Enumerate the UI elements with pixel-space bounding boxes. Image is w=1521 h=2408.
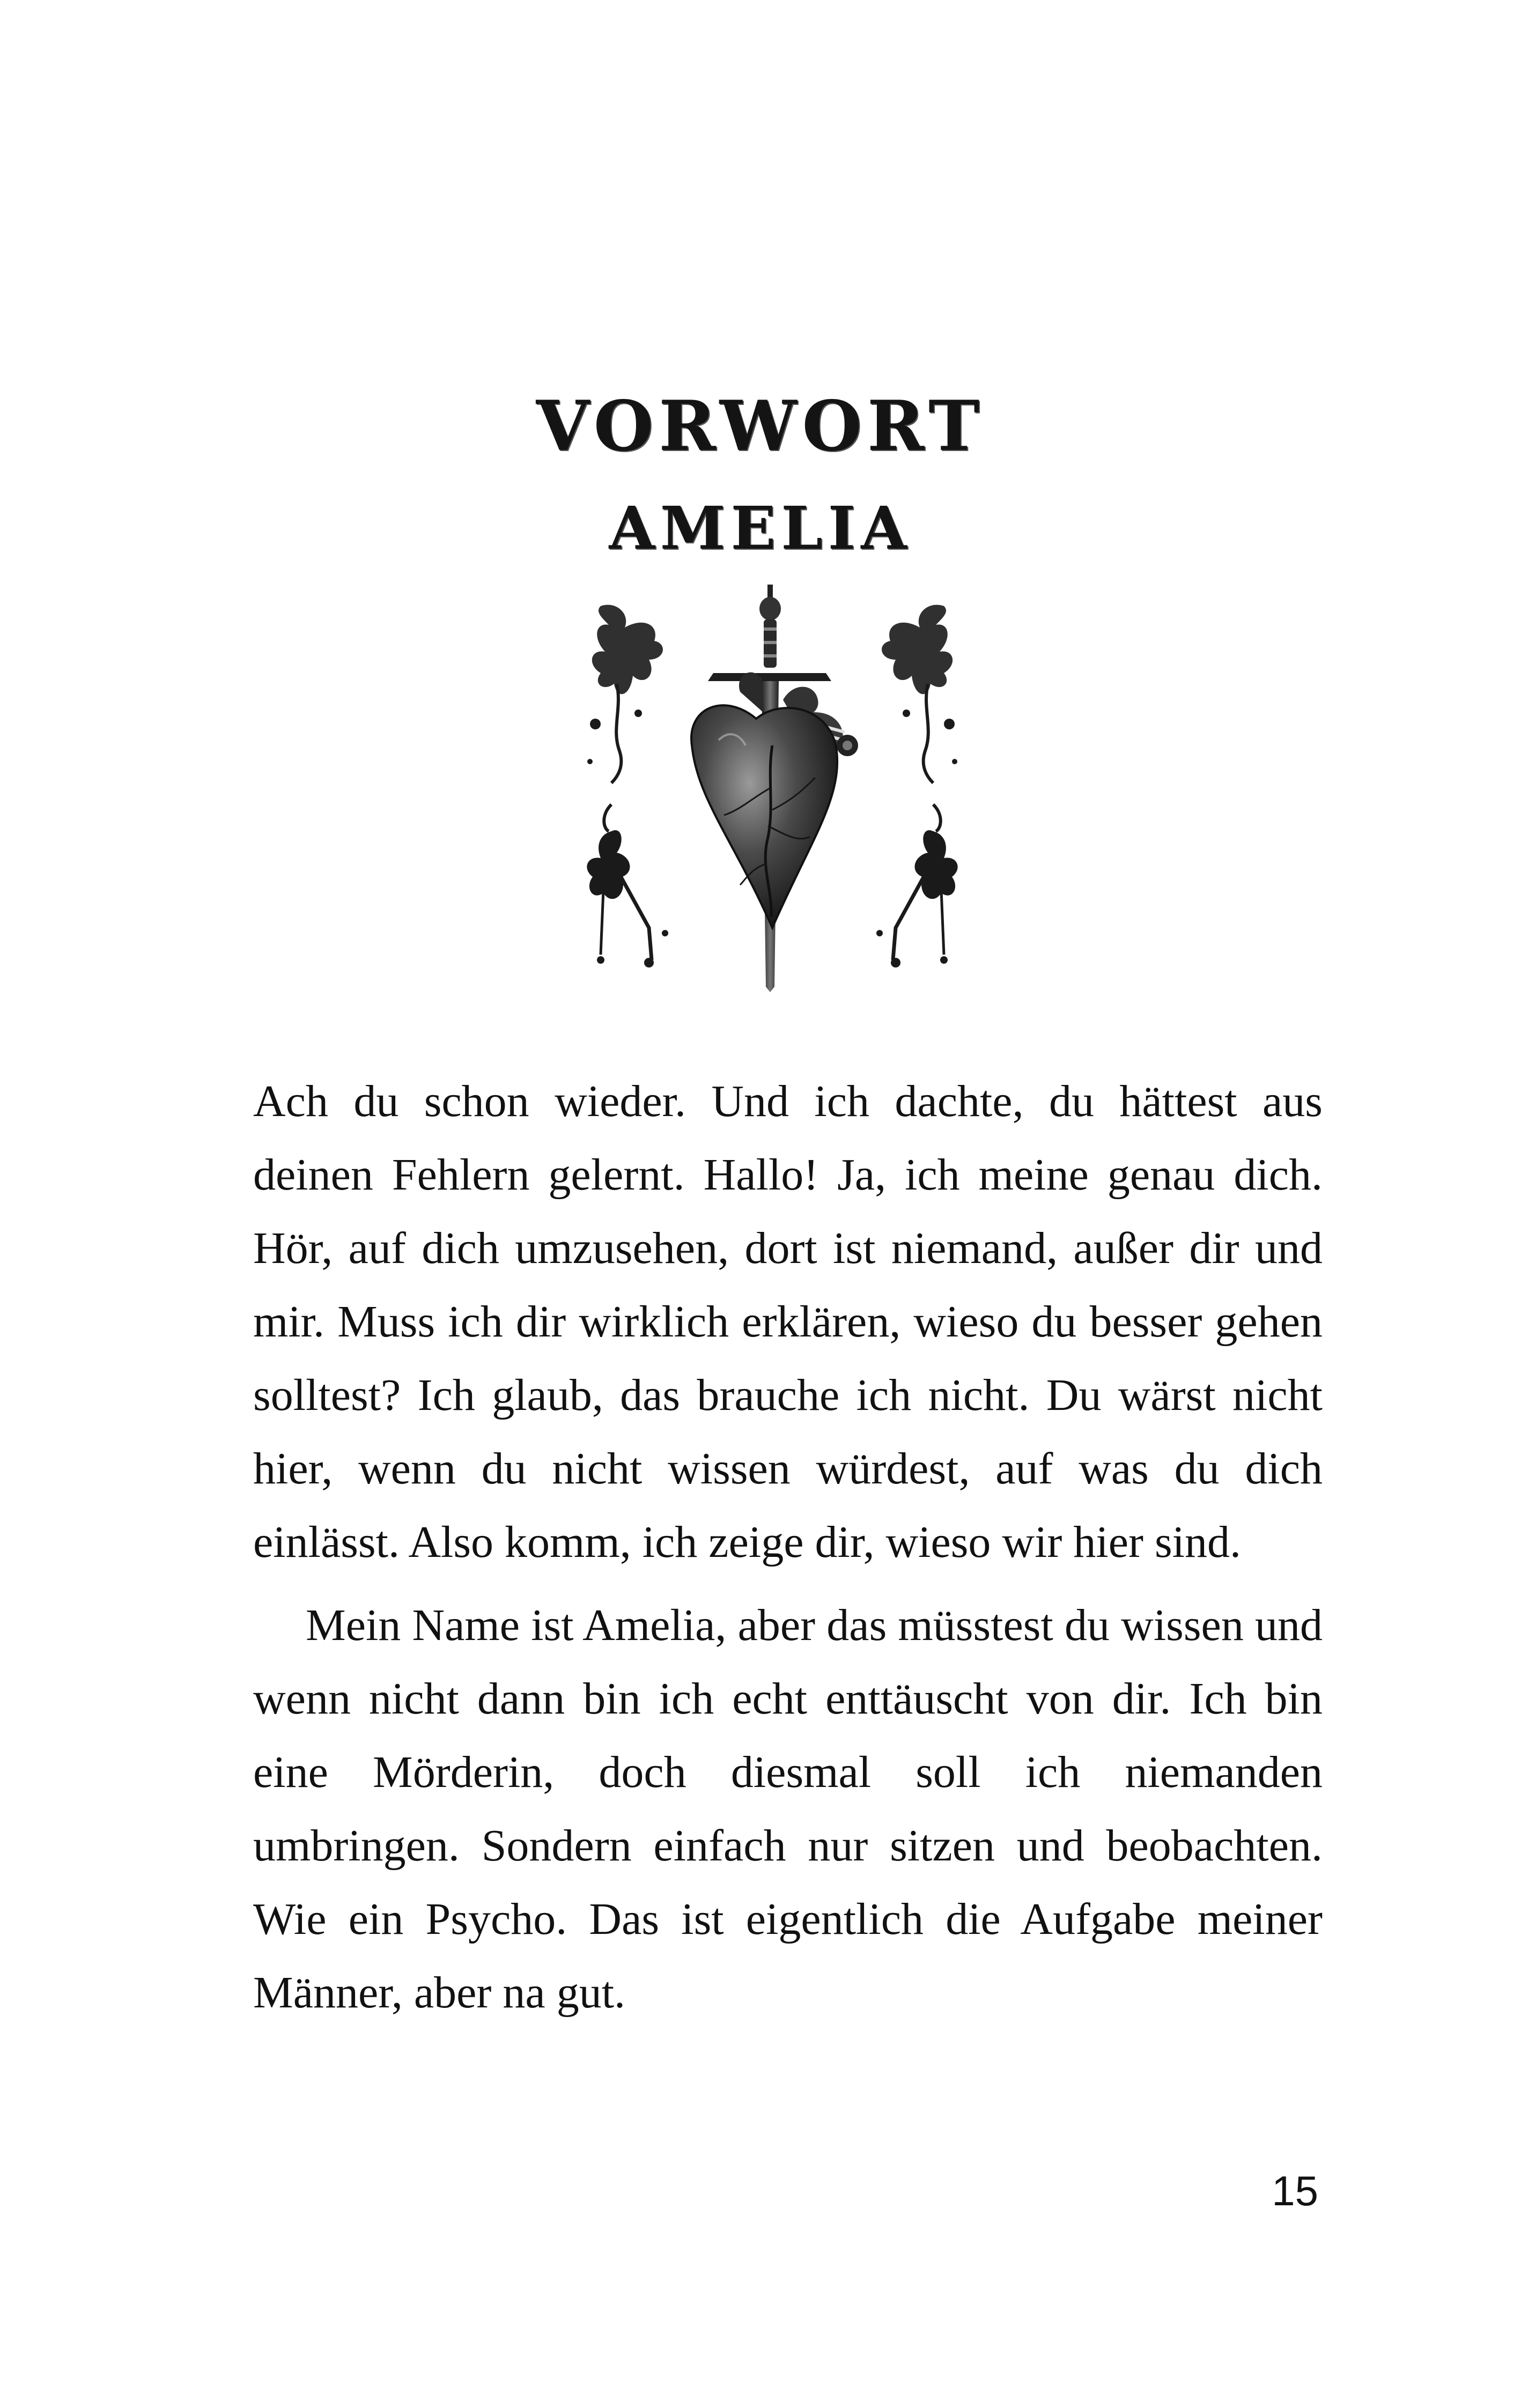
paragraph-2: Mein Name ist Amelia, aber das müsstest du wissen und wenn nicht dann bin ich echt enttäuscht von dir. Ich bin eine Mörderin, doch diesmal soll ich niemanden umbringen. Sondern einfach nur sitzen und beobachten. Wie ein Psycho. Das ist eigentlich die Aufgabe meiner Männer, aber na gut.: [253, 1600, 1323, 2018]
anatomical-heart-icon: [691, 673, 858, 928]
paragraph-1: Ach du schon wieder. Und ich dachte, du hättest aus deinen Fehlern gelernt. Hallo! Ja, ich meine genau dich. Hör, auf dich umzusehen, dort ist niemand, außer dir und mir. Muss ich dir wirklich erklären, wieso du besser gehen solltest? Ich glaub, das brauche ich nicht. Du wärst nicht hier, wenn du nicht wissen würdest, auf was du dich einlässt. Also komm, ich zeige dir, wieso wir hier sind.: [253, 1076, 1323, 1567]
ink-splatter-left: [587, 605, 668, 967]
body-text: [253, 1065, 1323, 2029]
ink-splatter-right: [876, 605, 958, 967]
heart-dagger-icon: [579, 585, 965, 992]
chapter-heading-amelia: AMELIA: [609, 493, 912, 563]
page-number: 15: [1272, 2167, 1318, 2214]
chapter-heading-vorwort: VORWORT: [536, 386, 985, 467]
